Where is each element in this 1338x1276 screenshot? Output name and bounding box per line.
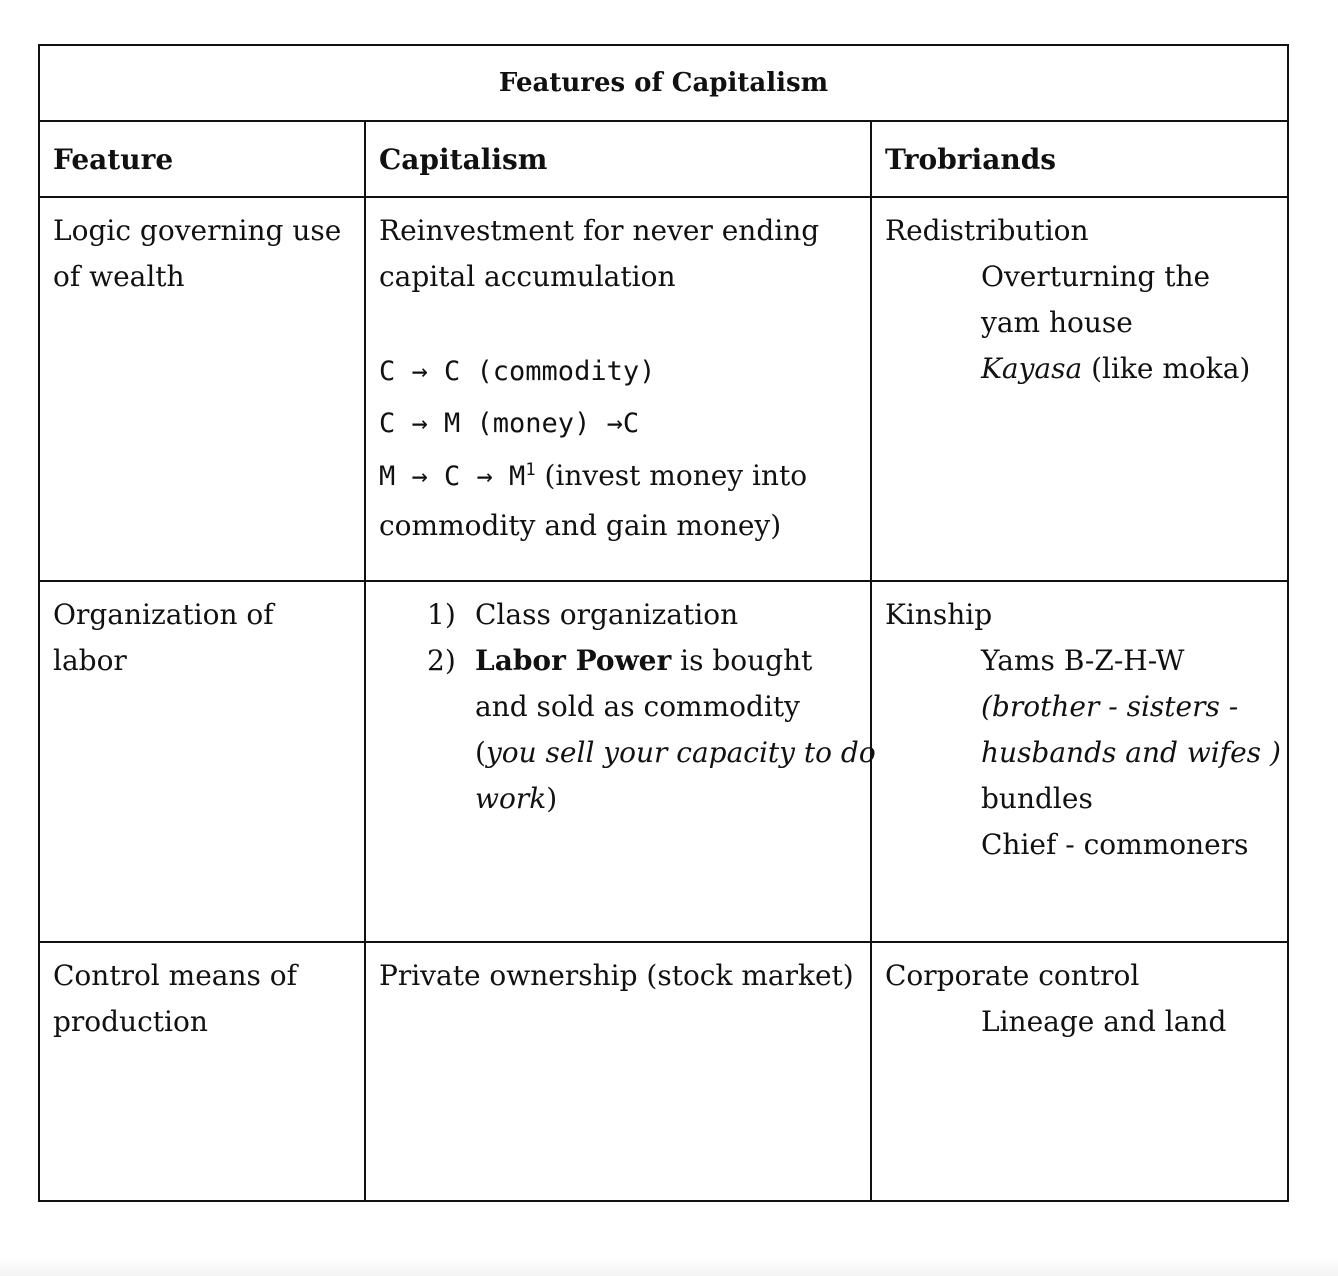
formula-line <box>379 450 858 503</box>
cell-subitem: Yams B-Z-H-W <box>981 644 1185 677</box>
list-number: 2) <box>427 644 456 677</box>
italic-term: Kayasa <box>981 352 1083 385</box>
cell-text: labor <box>53 644 127 677</box>
list-item-text: Class organization <box>475 598 739 631</box>
subitem-rest: (like moka) <box>1082 352 1251 385</box>
cell-subitem <box>885 346 1275 392</box>
page-bottom-shade <box>0 1258 1338 1276</box>
list-item <box>379 638 876 822</box>
features-table <box>38 44 1289 1202</box>
cell-text: commodity and gain money) <box>379 509 782 542</box>
formula-line: C → C (commodity) <box>379 356 656 387</box>
table-row <box>39 581 1288 942</box>
feature-cell <box>39 197 365 581</box>
cell-text: of wealth <box>53 260 185 293</box>
cell-text: Private ownership (stock market) <box>379 959 854 992</box>
cell-subitem: Lineage and land <box>981 1005 1227 1038</box>
cell-subitem: husbands and wifes ) <box>981 736 1281 769</box>
cell-subitem: yam house <box>981 306 1133 339</box>
formula-note: (invest money into <box>535 459 808 492</box>
list-number: 1) <box>427 598 456 631</box>
cell-heading: Corporate control <box>885 959 1140 992</box>
cell-heading: Redistribution <box>885 214 1089 247</box>
list-item-note <box>475 730 876 776</box>
list-item-text <box>475 638 858 684</box>
paren-close: ) <box>546 782 558 815</box>
capitalism-cell <box>365 197 871 581</box>
list-item <box>379 592 858 638</box>
trobriands-cell <box>871 581 1288 942</box>
cell-subitem: Chief - commoners <box>981 828 1249 861</box>
table-title: Features of Capitalism <box>39 45 1288 121</box>
formula-superscript: 1 <box>525 460 536 480</box>
header-feature: Feature <box>39 121 365 197</box>
formula-line: C → M (money) →C <box>379 408 640 439</box>
paren-open: ( <box>475 736 486 769</box>
cell-subitem: bundles <box>981 782 1093 815</box>
feature-cell <box>39 581 365 942</box>
list-item-note <box>475 776 858 822</box>
capitalism-cell <box>365 581 876 942</box>
trobriands-cell <box>871 197 1288 581</box>
table-header-row <box>39 121 1288 197</box>
italic-note: work <box>475 782 547 815</box>
cell-text: capital accumulation <box>379 260 676 293</box>
header-capitalism: Capitalism <box>365 121 871 197</box>
bold-term: Labor Power <box>475 644 672 677</box>
cell-text: Organization of <box>53 598 274 631</box>
feature-cell <box>39 942 365 1201</box>
cell-text: Logic governing use <box>53 214 342 247</box>
cell-text: production <box>53 1005 208 1038</box>
italic-note: you sell your capacity to do <box>485 736 876 769</box>
table-title-row <box>39 45 1288 121</box>
header-trobriands: Trobriands <box>871 121 1288 197</box>
list-item-text: and sold as commodity <box>475 690 800 723</box>
table-row <box>39 942 1288 1201</box>
cell-subitem: (brother - sisters - <box>981 690 1239 723</box>
formula-expression: M → C → M <box>379 461 526 492</box>
cell-text: Reinvestment for never ending <box>379 214 820 247</box>
numbered-list <box>379 592 876 822</box>
spacer <box>379 300 858 346</box>
cell-text: Control means of <box>53 959 298 992</box>
trobriands-cell <box>871 942 1288 1201</box>
cell-heading: Kinship <box>885 598 993 631</box>
cell-subitem: Overturning the <box>981 260 1211 293</box>
table-row <box>39 197 1288 581</box>
list-item-rest: is bought <box>671 644 813 677</box>
capitalism-cell <box>365 942 871 1201</box>
